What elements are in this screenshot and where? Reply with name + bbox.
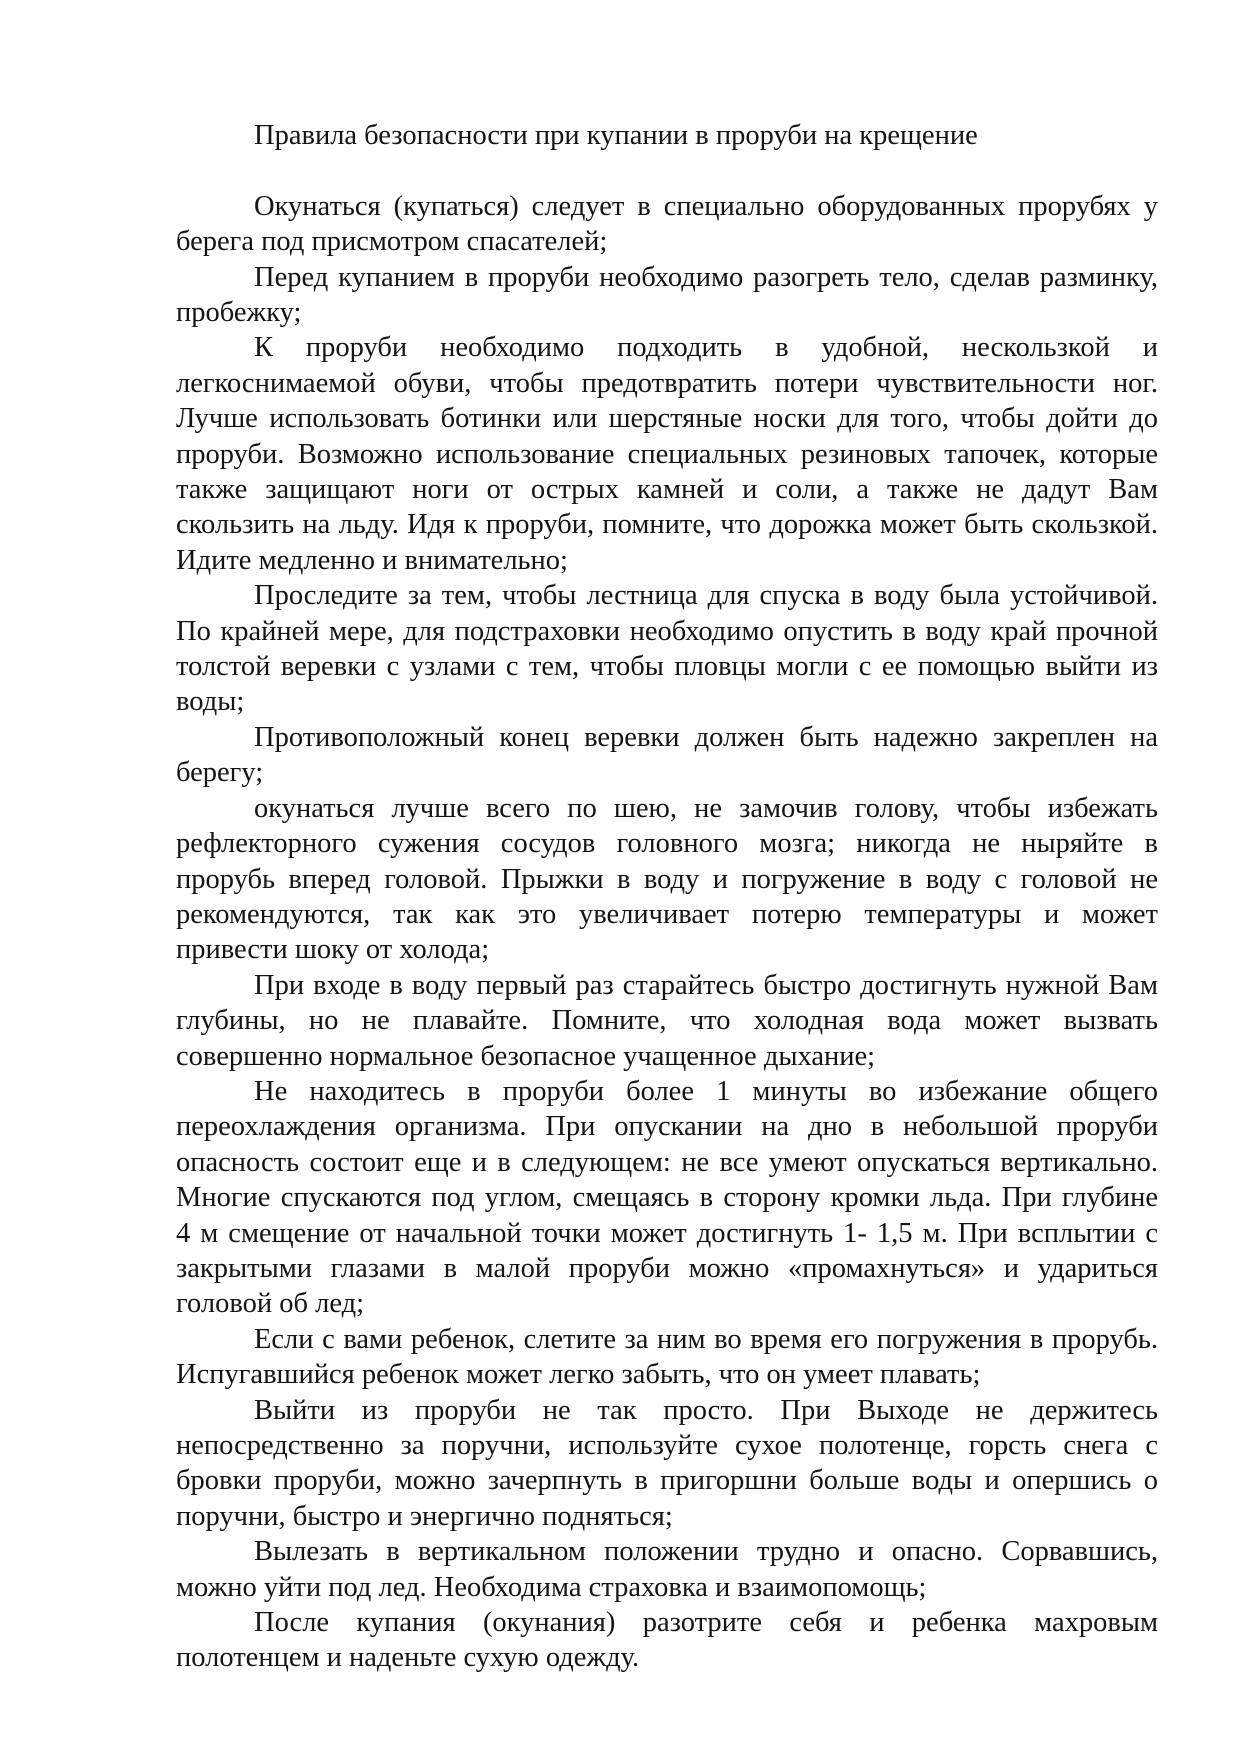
- document-title: Правила безопасности при купании в проруби на крещение: [254, 120, 978, 151]
- paragraph-line: окунаться лучше всего по шею, не замочив голову, чтобы избежать: [254, 792, 1158, 824]
- paragraph-line: глубины, но не плавайте. Помните, что холодная вода может вызвать: [176, 1005, 1158, 1037]
- paragraph-line: легкоснимаемой обуви, чтобы предотвратить потери чувствительности ног.: [176, 367, 1158, 399]
- paragraph-line: Проследите за тем, чтобы лестница для спуска в воду была устойчивой.: [254, 580, 1158, 612]
- paragraph-line: рефлекторного сужения сосудов головного мозга; никогда не ныряйте в: [176, 828, 1158, 860]
- document-page: [176, 118, 1158, 1676]
- paragraph: [176, 1393, 1158, 1535]
- paragraph-line: можно уйти под лед. Необходима страховка и взаимопомощь;: [176, 1571, 927, 1603]
- paragraph-line: полотенцем и наденьте сухую одежду.: [176, 1642, 640, 1674]
- paragraph-line: воды;: [176, 686, 245, 718]
- paragraph: [176, 578, 1158, 720]
- paragraph-line: Многие спускаются под углом, смещаясь в сторону кромки льда. При глубине: [176, 1182, 1158, 1214]
- paragraph-line: головой об лед;: [176, 1288, 365, 1320]
- paragraph-line: Испугавшийся ребенок может легко забыть, что он умеет плавать;: [176, 1359, 981, 1391]
- paragraph-line: закрытыми глазами в малой проруби можно «промахнуться» и удариться: [176, 1252, 1158, 1284]
- document-body: [176, 189, 1158, 1676]
- paragraph-line: Окунаться (купаться) следует в специально оборудованных прорубях у: [254, 190, 1158, 222]
- paragraph: [176, 1074, 1158, 1322]
- paragraph-line: скользить на льду. Идя к проруби, помните, что дорожка может быть скользкой.: [176, 509, 1158, 541]
- paragraph: [176, 720, 1158, 791]
- paragraph-line: Не находитесь в проруби более 1 минуты во избежание общего: [254, 1075, 1158, 1107]
- paragraph-line: Идите медленно и внимательно;: [176, 544, 568, 576]
- paragraph-line: бровки проруби, можно зачерпнуть в пригоршни больше воды и опершись о: [176, 1465, 1158, 1497]
- paragraph-line: Вылезать в вертикальном положении трудно и опасно. Сорвавшись,: [254, 1536, 1158, 1568]
- paragraph-line: По крайней мере, для подстраховки необходимо опустить в воду край прочной: [176, 615, 1158, 647]
- paragraph-line: берега под присмотром спасателей;: [176, 226, 608, 258]
- paragraph-line: поручни, быстро и энергично подняться;: [176, 1500, 673, 1532]
- paragraph-line: привести шоку от холода;: [176, 934, 490, 966]
- paragraph-line: непосредственно за поручни, используйте сухое полотенце, горсть снега с: [176, 1430, 1158, 1462]
- paragraph-line: проруби. Возможно использование специальных резиновых тапочек, которые: [176, 438, 1158, 470]
- paragraph: [176, 1605, 1158, 1676]
- paragraph-line: переохлаждения организма. При опускании на дно в небольшой проруби: [176, 1111, 1158, 1143]
- paragraph-line: совершенно нормальное безопасное учащенное дыхание;: [176, 1040, 876, 1072]
- paragraph-line: Перед купанием в проруби необходимо разогреть тело, сделав разминку,: [254, 261, 1158, 293]
- paragraph-line: прорубь вперед головой. Прыжки в воду и погружение в воду с головой не: [176, 863, 1158, 895]
- paragraph-line: Выйти из проруби не так просто. При Выходе не держитесь: [254, 1394, 1158, 1426]
- paragraph: [176, 330, 1158, 578]
- paragraph-line: При входе в воду первый раз старайтесь быстро достигнуть нужной Вам: [254, 969, 1158, 1001]
- paragraph: [176, 968, 1158, 1074]
- paragraph-line: После купания (окунания) разотрите себя и ребенка махровым: [254, 1607, 1158, 1639]
- paragraph-line: рекомендуются, так как это увеличивает потерю температуры и может: [176, 898, 1158, 930]
- paragraph-line: опасность состоит еще и в следующем: не все умеют опускаться вертикально.: [176, 1146, 1158, 1178]
- paragraph-line: Противоположный конец веревки должен быть надежно закреплен на: [254, 721, 1158, 753]
- paragraph: [176, 791, 1158, 968]
- paragraph-line: берегу;: [176, 757, 264, 789]
- paragraph-line: К проруби необходимо подходить в удобной, нескользкой и: [254, 332, 1158, 364]
- paragraph: [176, 1322, 1158, 1393]
- paragraph-line: толстой веревки с узлами с тем, чтобы пловцы могли с ее помощью выйти из: [176, 651, 1158, 683]
- paragraph: [176, 1534, 1158, 1605]
- paragraph-line: также защищают ноги от острых камней и соли, а также не дадут Вам: [176, 474, 1158, 506]
- paragraph-line: Если с вами ребенок, слетите за ним во время его погружения в прорубь.: [254, 1323, 1158, 1355]
- paragraph-line: пробежку;: [176, 297, 302, 329]
- paragraph: [176, 260, 1158, 331]
- paragraph: [176, 189, 1158, 260]
- paragraph-line: Лучше использовать ботинки или шерстяные носки для того, чтобы дойти до: [176, 403, 1158, 435]
- paragraph-line: 4 м смещение от начальной точки может достигнуть 1- 1,5 м. При всплытии с: [176, 1217, 1158, 1249]
